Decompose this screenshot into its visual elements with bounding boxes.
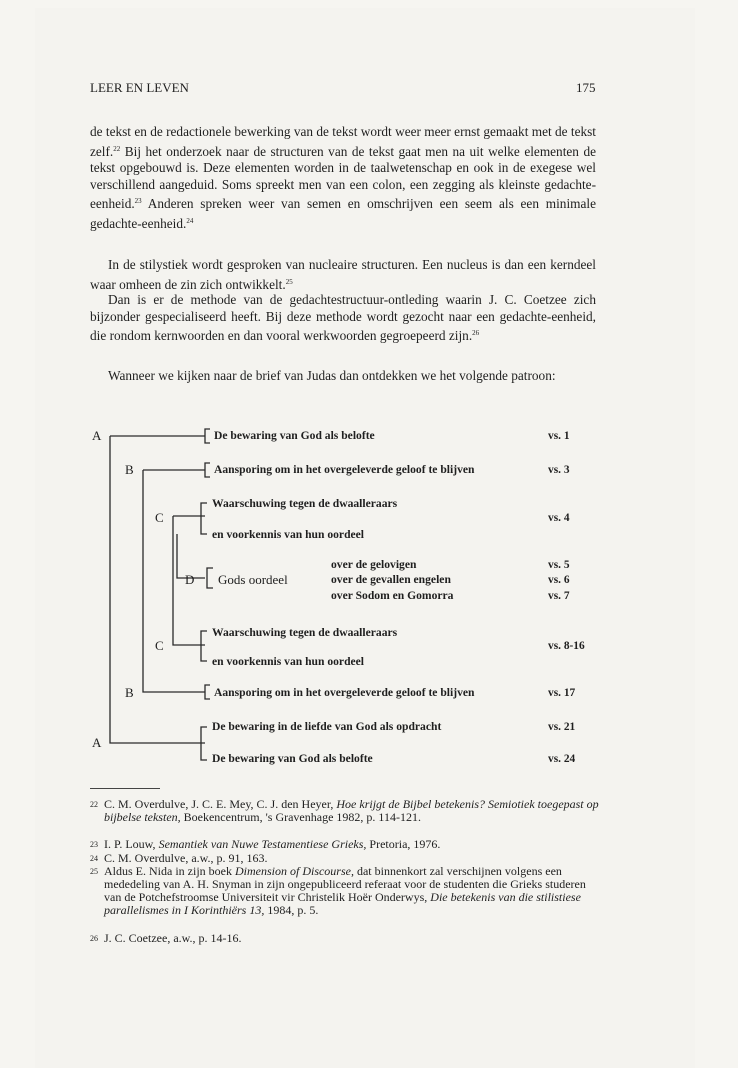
footnote-26: 26 J. C. Coetzee, a.w., p. 14-16. [90,931,242,945]
row-2-text: Aansporing om in het overgeleverde geloof te blijven [214,463,475,476]
page-number: 175 [576,80,596,95]
row-3-verse: vs. 4 [548,512,570,524]
label-b-top: B [125,462,134,477]
row-7-text: De bewaring in de liefde van God als opdracht [212,720,442,733]
paragraph-2: In de stilystiek wordt gesproken van nucleaire structuren. Een nucleus is dan een kerndeel waar omheen de zin zich ontwikkelt.$^{25}$ [90,257,596,292]
gods-oordeel-label: Gods oordeel [218,572,288,587]
d-row-3-text: over Sodom en Gomorra [331,589,454,602]
label-c-bottom: C [155,638,164,653]
d-row-3-verse: vs. 7 [548,590,570,602]
label-a-bottom: A [92,735,102,750]
d-row-2-text: over de gevallen engelen [331,573,451,586]
row-5-text-b: en voorkennis van hun oordeel [212,655,365,668]
row-6-text: Aansporing om in het overgeleverde geloof te blijven [214,686,475,699]
row-3-text-b: en voorkennis van hun oordeel [212,528,365,541]
running-header: LEER EN LEVEN [90,80,189,95]
footnote-22: 22 C. M. Overdulve, J. C. E. Mey, C. J. den Heyer, Hoe krijgt de Bijbel betekenis? Semiotiek toegepast op bijbelse teksten, Boekencentrum, 's Gravenhage 1982, p. 114-121. [90,797,599,824]
footnote-rule [90,788,160,789]
row-8-text: De bewaring van God als belofte [212,752,373,765]
paragraph-3: Dan is er de methode van de gedachtestructuur-ontleding waarin J. C. Coetzee zich bijzonder gespecialiseerd heeft. Bij deze methode wordt gezocht naar een gedachte-eenheid, die rondom kernwoorden en dan vooral werkwoorden gegroepeerd zijn.$^{26}$ [90,292,596,344]
row-3-text-a: Waarschuwing tegen de dwaalleraars [212,497,398,510]
row-5-verse: vs. 8-16 [548,640,585,652]
footnote-24: 24 C. M. Overdulve, a.w., p. 91, 163. [90,851,268,865]
row-1-text: De bewaring van God als belofte [214,429,375,442]
footnote-25: 25 Aldus E. Nida in zijn boek Dimension of Discourse, dat binnenkort zal verschijnen volgens een mededeling van A. H. Snyman in zijn ongepubliceerd referaat voor de studenten die Grieks studeren van de Potchefstroomse Universiteit vir Christelik Hoër Onderwys, Die betekenis van die stilistiese parallelismes in I Korinthiërs 13, 1984, p. 5. [90,864,586,917]
d-row-1-text: over de gelovigen [331,558,417,571]
row-5-text-a: Waarschuwing tegen de dwaalleraars [212,626,398,639]
row-6-verse: vs. 17 [548,687,576,699]
paragraph-1: de tekst en de redactionele bewerking van de tekst wordt weer meer ernst gemaakt met de tekst zelf.$^{22}$ Bij het onderzoek naar de structuren van de tekst gaat men na uit welke elementen de tekst opgebouwd is. Deze elementen worden in de taalwetenschap en ook in de exegese wel verschillend aangeduid. Soms spreekt men van een colon, een zegging als kleinste gedachte-eenheid.$^{23}$ Anderen spreken weer van semen en omschrijven een seem als een minimale gedachte-eenheid.$^{24}$ [90,124,596,231]
row-8-verse: vs. 24 [548,753,576,765]
row-1-verse: vs. 1 [548,430,570,442]
label-a-top: A [92,428,102,443]
paragraph-4: Wanneer we kijken naar de brief van Judas dan ontdekken we het volgende patroon: [108,368,556,383]
d-row-2-verse: vs. 6 [548,574,570,586]
label-b-bottom: B [125,685,134,700]
row-2-verse: vs. 3 [548,464,570,476]
d-row-1-verse: vs. 5 [548,559,570,571]
row-7-verse: vs. 21 [548,721,576,733]
label-c-top: C [155,510,164,525]
label-d: D [185,572,195,587]
footnote-23: 23 I. P. Louw, Semantiek van Nuwe Testamentiese Grieks, Pretoria, 1976. [90,837,441,851]
